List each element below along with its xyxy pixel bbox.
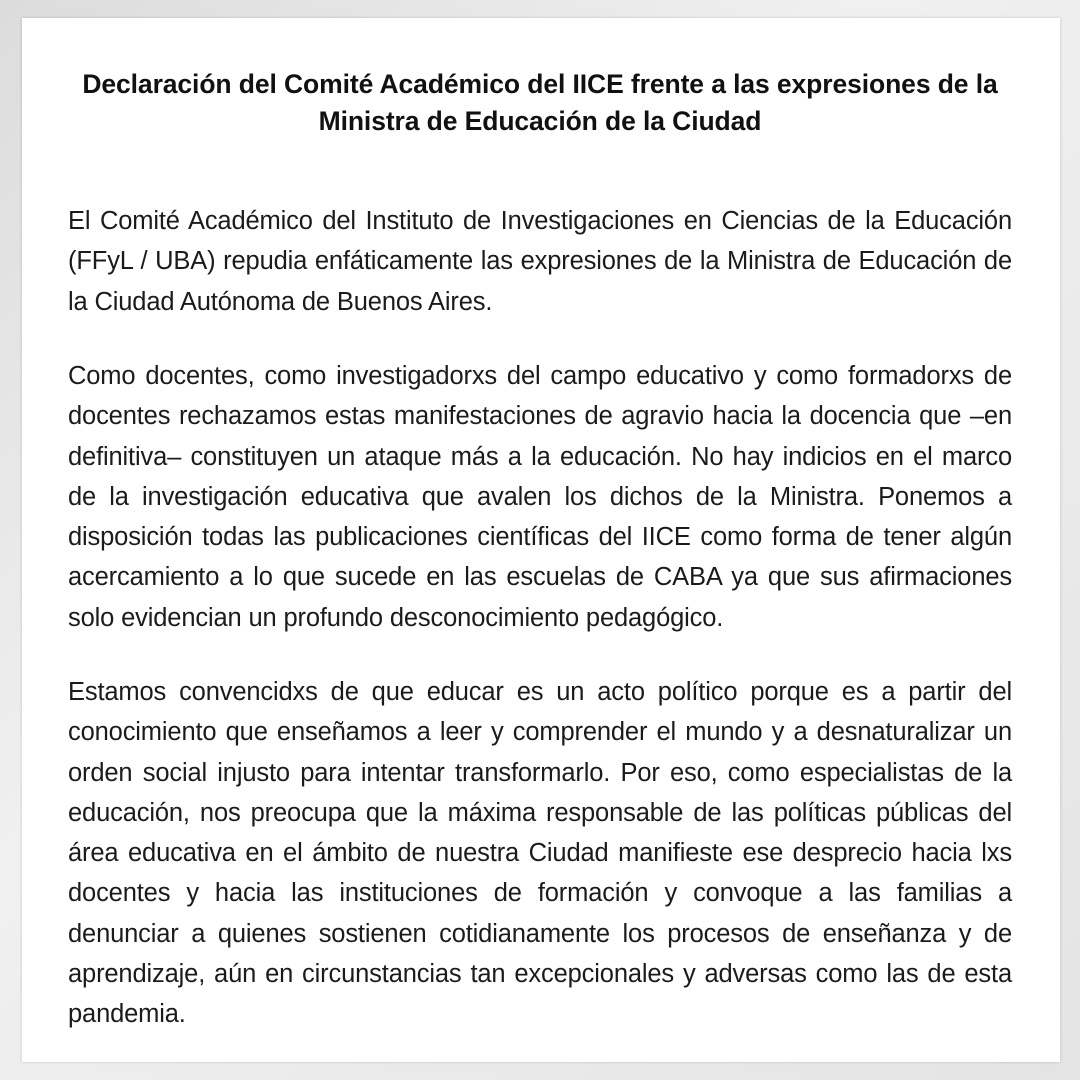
page-title: Declaración del Comité Académico del IICE frente a las expresiones de la Ministra de Educación de la Ciudad	[82, 69, 998, 136]
paragraph: Estamos convencidxs de que educar es un acto político porque es a partir del conocimiento que enseñamos a leer y comprender el mundo y a desnaturalizar un orden social injusto para intentar transformarlo. Por eso, como especialistas de la educación, nos preocupa que la máxima responsable de las políticas públicas del área educativa en el ámbito de nuestra Ciudad manifieste ese desprecio hacia lxs docentes y hacia las instituciones de formación y convoque a las familias a denunciar a quienes sostienen cotidianamente los procesos de enseñanza y de aprendizaje, aún en circunstancias tan excepcionales y adversas como las de esta pandemia.	[68, 677, 1012, 1029]
paragraph: Como docentes, como investigadorxs del campo educativo y como formadorxs de docentes rechazamos estas manifestaciones de agravio hacia la docencia que –en definitiva– constituyen un ataque más a la educación. No hay indicios en el marco de la investigación educativa que avalen los dichos de la Ministra. Ponemos a disposición todas las publicaciones científicas del IICE como forma de tener algún acercamiento a lo que sucede en las escuelas de CABA ya que sus afirmaciones solo evidencian un profundo desconocimiento pedagógico.	[68, 361, 1012, 632]
document-body	[68, 201, 1012, 1034]
document-sheet	[22, 18, 1060, 1062]
paragraph: El Comité Académico del Instituto de Investigaciones en Ciencias de la Educación (FFyL / UBA) repudia enfáticamente las expresiones de la Ministra de Educación de la Ciudad Autónoma de Buenos Aires.	[68, 207, 1012, 316]
